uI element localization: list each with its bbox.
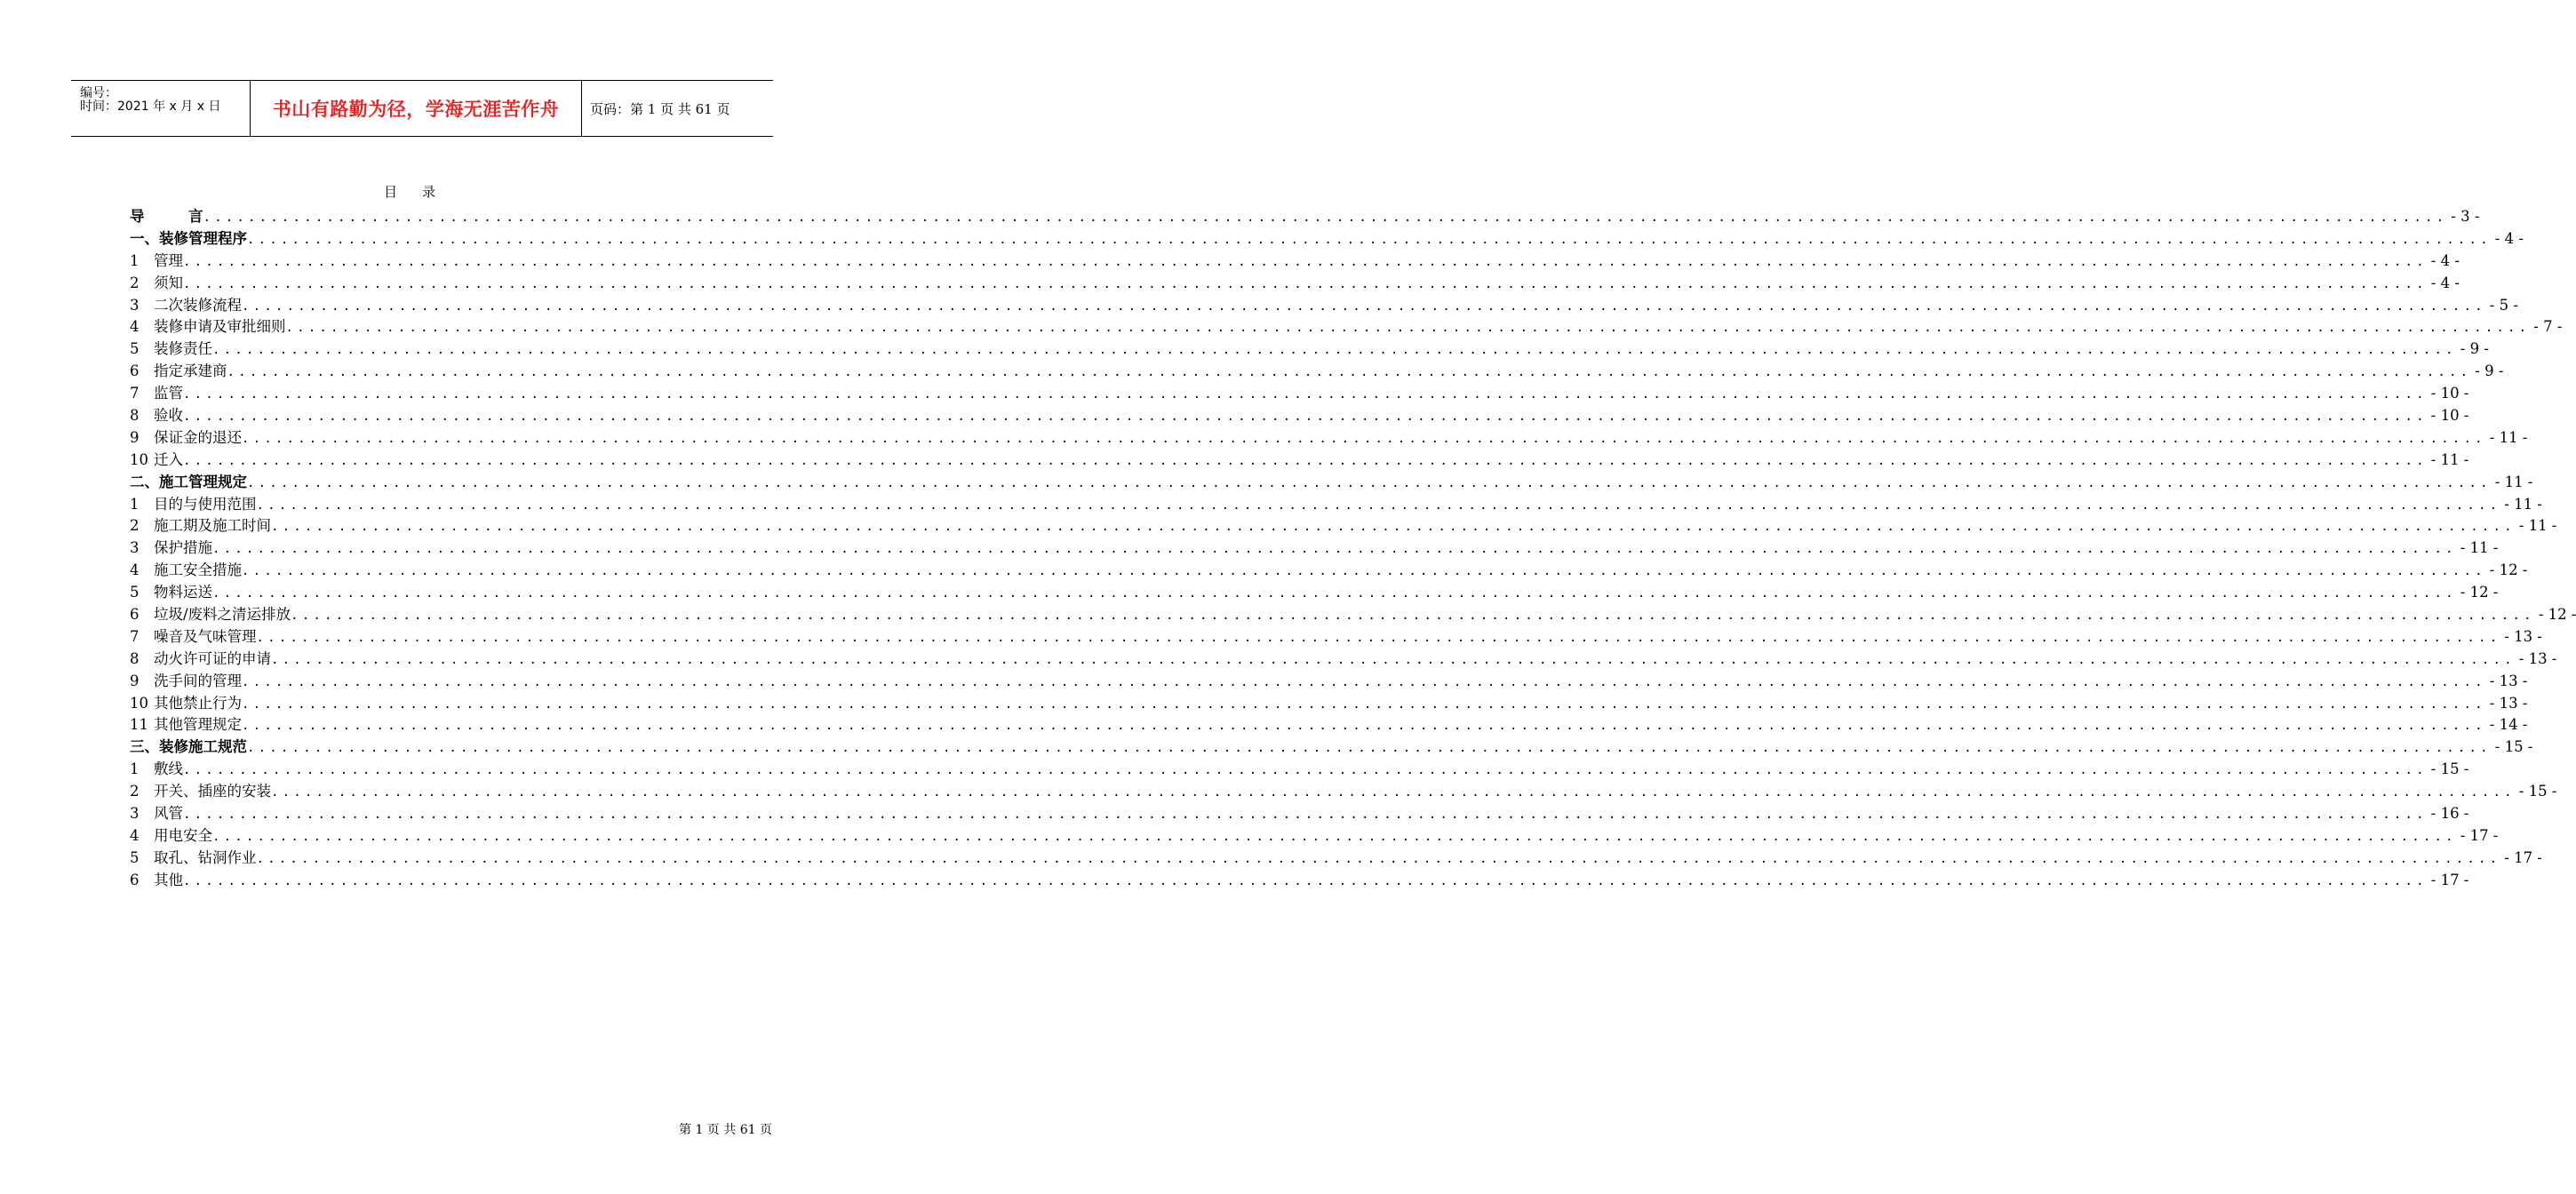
header-motto: 书山有路勤为径，学海无涯苦作舟 xyxy=(272,98,560,120)
toc-leader-dots: ........................................................................................................................................................................................................ xyxy=(242,674,2486,689)
toc-entry-label xyxy=(130,337,212,358)
toc-entry-label xyxy=(130,602,291,624)
toc-entry-number: 2 xyxy=(130,274,140,291)
toc-leader-dots: ........................................................................................................................................................................................................ xyxy=(212,343,2457,358)
toc-entry-page: - 4 - xyxy=(2430,274,2460,291)
toc-entry-page: - 5 - xyxy=(2489,296,2518,314)
toc-entry[interactable] xyxy=(130,513,2557,536)
toc-leader-dots: ........................................................................................................................................................................................................ xyxy=(242,298,2486,314)
toc-entry-label xyxy=(130,625,257,646)
toc-leader-dots: ........................................................................................................................................................................................................ xyxy=(242,696,2486,712)
toc-leader-dots: ........................................................................................................................................................................................................ xyxy=(271,652,2516,667)
toc-entry-text: 噪音及气味管理 xyxy=(154,627,257,645)
toc-entry-page: - 13 - xyxy=(2489,672,2528,689)
toc-entry-label xyxy=(130,779,271,800)
toc-entry-text: 用电安全 xyxy=(154,826,212,844)
toc-leader-dots: ........................................................................................................................................................................................................ xyxy=(212,542,2457,557)
toc-entry-text: 监管 xyxy=(154,385,183,402)
toc-entry-page: - 14 - xyxy=(2489,716,2528,734)
toc-leader-dots: ........................................................................................................................................................................................................ xyxy=(285,321,2531,336)
toc-entry[interactable] xyxy=(130,846,2542,868)
toc-entry[interactable] xyxy=(130,381,2469,403)
toc-entry-number: 5 xyxy=(130,584,140,601)
toc-leader-dots: ........................................................................................................................................................................................................ xyxy=(212,586,2457,601)
toc-entry-page: - 15 - xyxy=(2494,738,2533,756)
toc-entry-page: - 12 - xyxy=(2538,606,2576,624)
toc-entry-number: 4 xyxy=(130,561,140,579)
toc-entry-label xyxy=(130,204,203,226)
toc-entry-text: 施工期及施工时间 xyxy=(154,517,271,535)
toc-entry-text: 装修责任 xyxy=(154,340,212,358)
toc-leader-dots: ........................................................................................................................................................................................................ xyxy=(183,873,2428,888)
toc-leader-dots: ........................................................................................................................................................................................................ xyxy=(256,851,2501,866)
toc-entry[interactable] xyxy=(130,536,2499,558)
toc-entry-text: 施工安全措施 xyxy=(154,561,242,579)
toc-entry-text: 保证金的退还 xyxy=(154,428,242,446)
toc-entry-number: 3 xyxy=(130,805,140,823)
toc-entry-number: 6 xyxy=(130,871,140,888)
toc-leader-dots: ........................................................................................................................................................................................................ xyxy=(271,520,2516,535)
toc-entry-text: 开关、插座的安装 xyxy=(154,783,271,800)
toc-leader-dots: ........................................................................................................................................................................................................ xyxy=(247,475,2492,490)
toc-entry-text: 须知 xyxy=(154,274,183,291)
toc-entry-text: 二次装修流程 xyxy=(154,296,242,314)
toc-entry[interactable] xyxy=(130,337,2489,359)
toc-entry[interactable] xyxy=(130,293,2518,315)
toc-entry-label xyxy=(130,492,257,513)
toc-entry-page: - 11 - xyxy=(2494,473,2533,490)
toc-entry-label xyxy=(130,824,212,845)
toc-entry-label xyxy=(130,249,183,270)
toc-entry-page: - 16 - xyxy=(2430,805,2469,823)
toc-entry-text: 三、装修施工规范 xyxy=(130,738,247,756)
toc-entry-label xyxy=(130,757,183,778)
toc-entry-text: 验收 xyxy=(154,407,183,425)
toc-entry[interactable] xyxy=(130,580,2499,602)
toc-entry-label xyxy=(130,691,242,712)
toc-entry-label xyxy=(130,580,212,601)
toc-entry[interactable] xyxy=(130,227,2524,249)
toc-entry-text: 装修申请及审批细则 xyxy=(154,318,286,336)
toc-entry-number: 1 xyxy=(130,251,140,269)
toc-entry[interactable] xyxy=(130,712,2528,735)
toc-entry[interactable] xyxy=(130,602,2576,625)
toc-entry-page: - 15 - xyxy=(2430,760,2469,778)
toc-leader-dots: ........................................................................................................................................................................................................ xyxy=(183,808,2428,823)
toc-entry-page: - 12 - xyxy=(2460,584,2499,601)
toc-title: 目录 xyxy=(383,184,460,200)
toc-entry[interactable] xyxy=(130,271,2460,293)
toc-entry-label xyxy=(130,448,183,469)
toc-entry-label xyxy=(130,846,257,867)
toc-entry-number: 5 xyxy=(130,848,140,866)
toc-entry-number: 10 xyxy=(130,450,148,468)
toc-entry-text: 一、装修管理程序 xyxy=(130,229,247,247)
toc-leader-dots: ........................................................................................................................................................................................................ xyxy=(203,211,2448,225)
toc-entry[interactable] xyxy=(130,470,2533,492)
toc-leader-dots: ........................................................................................................................................................................................................ xyxy=(247,232,2492,247)
toc-entry-text: 指定承建商 xyxy=(154,362,227,380)
toc-entry-label xyxy=(130,801,183,823)
document-number-label: 编号： xyxy=(80,86,117,100)
toc-entry-label xyxy=(130,647,271,668)
toc-entry-page: - 17 - xyxy=(2460,826,2499,844)
toc-entry-label xyxy=(130,536,212,557)
toc-entry[interactable] xyxy=(130,824,2499,846)
document-date: 时间：2021 年 x 月 x 日 xyxy=(80,100,221,114)
toc-entry-number: 5 xyxy=(130,340,140,358)
toc-entry-page: - 13 - xyxy=(2504,627,2542,645)
toc-entry-label xyxy=(130,735,247,756)
toc-entry-number: 11 xyxy=(130,716,148,734)
toc-entry[interactable] xyxy=(130,735,2533,757)
header-page-cell xyxy=(582,81,773,136)
toc-entry-label xyxy=(130,513,271,535)
toc-entry-page: - 4 - xyxy=(2494,229,2524,247)
toc-entry[interactable] xyxy=(130,868,2469,890)
toc-entry-label xyxy=(130,359,227,380)
toc-entry-label xyxy=(130,293,242,314)
toc-entry-label xyxy=(130,271,183,292)
toc-entry-text: 迁入 xyxy=(154,450,183,468)
toc-entry-text: 物料运送 xyxy=(154,584,212,601)
toc-entry-number: 9 xyxy=(130,672,140,689)
toc-entry[interactable] xyxy=(130,448,2469,470)
document-header xyxy=(71,80,773,137)
toc-entry-page: - 3 - xyxy=(2451,208,2480,225)
toc-entry[interactable] xyxy=(130,757,2469,779)
toc-entry-label xyxy=(130,558,242,579)
toc-entry-number: 2 xyxy=(130,517,140,535)
footer-page-info: 第 1 页 共 61 页 xyxy=(679,1123,772,1137)
toc-entry-page: - 11 - xyxy=(2460,539,2499,557)
header-page-info: 页码：第 1 页 共 61 页 xyxy=(590,100,730,117)
toc-entry-text: 洗手间的管理 xyxy=(154,672,242,689)
toc-leader-dots: ........................................................................................................................................................................................................ xyxy=(242,719,2486,734)
toc-leader-dots: ........................................................................................................................................................................................................ xyxy=(247,741,2492,756)
toc-leader-dots: ........................................................................................................................................................................................................ xyxy=(212,829,2457,844)
toc-entry[interactable] xyxy=(130,801,2469,824)
toc-entry[interactable] xyxy=(130,625,2542,647)
toc-entry-label xyxy=(130,712,242,734)
toc-entry-number: 3 xyxy=(130,296,140,314)
toc-entry-page: - 17 - xyxy=(2430,871,2469,888)
toc-entry-label xyxy=(130,868,183,889)
toc-entry-page: - 4 - xyxy=(2430,251,2460,269)
toc-entry-text: 动火许可证的申请 xyxy=(154,649,271,667)
toc-entry-text: 目的与使用范围 xyxy=(154,495,257,513)
toc-entry-label xyxy=(130,470,247,491)
toc-entry-label xyxy=(130,314,286,336)
toc-entry-label xyxy=(130,426,242,447)
toc-entry-page: - 9 - xyxy=(2460,340,2489,358)
toc-leader-dots: ........................................................................................................................................................................................................ xyxy=(256,630,2501,645)
toc-entry-text: 其他禁止行为 xyxy=(154,694,242,712)
toc-entry-page: - 9 - xyxy=(2475,362,2504,380)
toc-leader-dots: ........................................................................................................................................................................................................ xyxy=(242,431,2486,446)
toc-entry-number: 9 xyxy=(130,428,140,446)
toc-entry-number: 10 xyxy=(130,694,148,712)
toc-entry-page: - 13 - xyxy=(2518,649,2557,667)
toc-entry-number: 8 xyxy=(130,407,140,425)
toc-entry[interactable] xyxy=(130,669,2528,691)
table-of-contents xyxy=(130,204,2576,890)
toc-entry[interactable] xyxy=(130,779,2557,801)
toc-leader-dots: ........................................................................................................................................................................................................ xyxy=(183,387,2428,402)
toc-entry-text: 其他管理规定 xyxy=(154,716,242,734)
toc-leader-dots: ........................................................................................................................................................................................................ xyxy=(183,276,2428,291)
toc-entry-number: 1 xyxy=(130,760,140,778)
toc-entry-number: 1 xyxy=(130,495,140,513)
toc-entry-number: 6 xyxy=(130,362,140,380)
toc-leader-dots: ........................................................................................................................................................................................................ xyxy=(183,453,2428,468)
toc-entry-text: 其他 xyxy=(154,871,183,888)
toc-entry-page: - 10 - xyxy=(2430,407,2469,425)
toc-entry-number: 4 xyxy=(130,318,140,336)
toc-entry-number: 2 xyxy=(130,783,140,800)
toc-entry-number: 4 xyxy=(130,826,140,844)
toc-entry-label xyxy=(130,669,242,690)
toc-entry[interactable] xyxy=(130,359,2504,381)
toc-leader-dots: ........................................................................................................................................................................................................ xyxy=(291,609,2535,624)
toc-entry-text: 取孔、钻洞作业 xyxy=(154,848,257,866)
toc-entry[interactable] xyxy=(130,249,2460,271)
toc-entry-page: - 13 - xyxy=(2489,694,2528,712)
toc-entry-number: 8 xyxy=(130,649,140,667)
toc-leader-dots: ........................................................................................................................................................................................................ xyxy=(242,564,2486,579)
toc-entry-page: - 11 - xyxy=(2518,517,2557,535)
toc-entry-number: 7 xyxy=(130,627,140,645)
toc-entry-label xyxy=(130,227,247,248)
toc-entry[interactable] xyxy=(130,647,2557,669)
toc-entry[interactable] xyxy=(130,403,2469,426)
toc-entry[interactable] xyxy=(130,691,2528,713)
toc-entry-page: - 7 - xyxy=(2533,318,2563,336)
toc-entry-text: 风管 xyxy=(154,805,183,823)
toc-entry[interactable] xyxy=(130,492,2542,514)
toc-entry-page: - 17 - xyxy=(2504,848,2542,866)
toc-entry-text: 保护措施 xyxy=(154,539,212,557)
toc-entry-page: - 12 - xyxy=(2489,561,2528,579)
toc-leader-dots: ........................................................................................................................................................................................................ xyxy=(271,785,2516,800)
toc-leader-dots: ........................................................................................................................................................................................................ xyxy=(227,365,2472,380)
toc-entry-text: 导 言 xyxy=(130,208,203,225)
toc-entry-page: - 10 - xyxy=(2430,385,2469,402)
header-motto-cell xyxy=(251,81,582,136)
toc-leader-dots: ........................................................................................................................................................................................................ xyxy=(256,498,2501,513)
toc-entry-label xyxy=(130,403,183,425)
toc-leader-dots: ........................................................................................................................................................................................................ xyxy=(183,410,2428,425)
toc-entry-page: - 11 - xyxy=(2504,495,2542,513)
toc-entry-number: 7 xyxy=(130,385,140,402)
toc-entry-text: 垃圾/废料之清运排放 xyxy=(154,606,291,624)
toc-entry[interactable] xyxy=(130,426,2528,448)
toc-entry[interactable] xyxy=(130,314,2563,337)
toc-leader-dots: ........................................................................................................................................................................................................ xyxy=(183,763,2428,778)
toc-entry-text: 敷线 xyxy=(154,760,183,778)
toc-entry-text: 二、施工管理规定 xyxy=(130,473,247,490)
toc-entry-page: - 15 - xyxy=(2518,783,2557,800)
toc-entry-number: 6 xyxy=(130,606,140,624)
toc-leader-dots: ........................................................................................................................................................................................................ xyxy=(183,254,2428,269)
toc-entry-label xyxy=(130,381,183,402)
toc-entry-page: - 11 - xyxy=(2489,428,2528,446)
toc-entry[interactable] xyxy=(130,558,2528,580)
toc-entry-page: - 11 - xyxy=(2430,450,2469,468)
toc-entry[interactable] xyxy=(130,204,2480,227)
toc-entry-number: 3 xyxy=(130,539,140,557)
header-meta-cell xyxy=(71,81,251,136)
toc-entry-text: 管理 xyxy=(154,251,183,269)
